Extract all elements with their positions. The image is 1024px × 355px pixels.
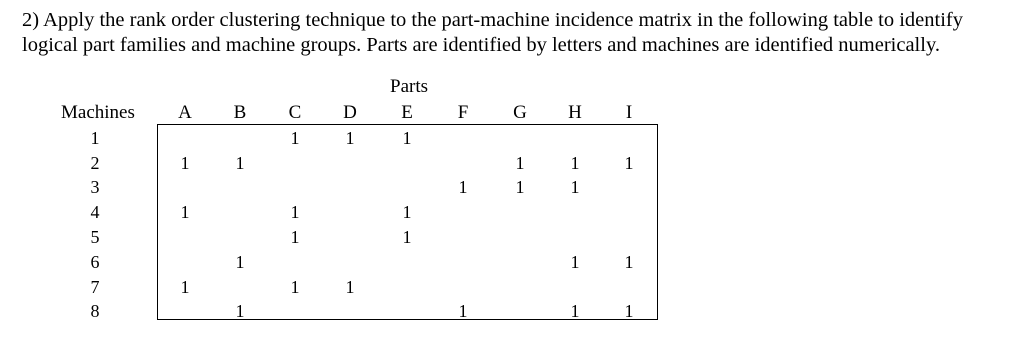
parts-caption: Parts xyxy=(390,76,428,97)
matrix-cell-m2-h: 1 xyxy=(570,153,580,173)
matrix-cell-m1-d: 1 xyxy=(345,128,355,148)
matrix-cell-m8-b: 1 xyxy=(235,301,245,321)
matrix-cell-m7-a: 1 xyxy=(180,277,190,297)
machine-label-3: 3 xyxy=(90,177,100,197)
machines-caption: Machines xyxy=(61,102,135,123)
matrix-cell-m5-c: 1 xyxy=(290,227,300,247)
question-text: 2) Apply the rank order clustering technique to the part-machine incidence matrix in the following table to identify logical part families and machine groups. Parts are identified by letters and machines are identified numerically. xyxy=(22,9,963,56)
part-header-d: D xyxy=(343,102,357,123)
part-header-g: G xyxy=(513,102,527,123)
matrix-cell-m8-h: 1 xyxy=(570,301,580,321)
matrix-cell-m4-a: 1 xyxy=(180,202,190,222)
part-header-e: E xyxy=(401,102,413,123)
machine-label-6: 6 xyxy=(90,252,100,272)
machine-label-4: 4 xyxy=(90,202,100,222)
machine-label-5: 5 xyxy=(90,227,100,247)
matrix-cell-m2-g: 1 xyxy=(515,153,525,173)
part-header-c: C xyxy=(288,102,302,123)
machine-label-7: 7 xyxy=(90,277,100,297)
part-header-h: H xyxy=(568,102,582,123)
matrix-cell-m7-d: 1 xyxy=(345,277,355,297)
matrix-cell-m4-e: 1 xyxy=(402,202,412,222)
matrix-cell-m6-i: 1 xyxy=(624,252,634,272)
machine-label-1: 1 xyxy=(90,128,100,148)
matrix-cell-m4-c: 1 xyxy=(290,202,300,222)
matrix-cell-m1-e: 1 xyxy=(402,128,412,148)
matrix-cell-m3-g: 1 xyxy=(515,177,525,197)
part-header-f: F xyxy=(457,102,469,123)
matrix-cell-m3-f: 1 xyxy=(458,177,468,197)
matrix-cell-m6-h: 1 xyxy=(570,252,580,272)
matrix-cell-m6-b: 1 xyxy=(235,252,245,272)
matrix-cell-m2-b: 1 xyxy=(235,153,245,173)
matrix-cell-m8-f: 1 xyxy=(458,301,468,321)
matrix-cell-m5-e: 1 xyxy=(402,227,412,247)
matrix-cell-m2-i: 1 xyxy=(624,153,634,173)
matrix-cell-m1-c: 1 xyxy=(290,128,300,148)
part-header-i: I xyxy=(625,102,633,123)
matrix-cell-m2-a: 1 xyxy=(180,153,190,173)
machine-label-2: 2 xyxy=(90,153,100,173)
matrix-cell-m8-i: 1 xyxy=(624,301,634,321)
matrix-cell-m7-c: 1 xyxy=(290,277,300,297)
machine-label-8: 8 xyxy=(90,301,100,321)
part-header-b: B xyxy=(233,102,247,123)
part-header-a: A xyxy=(178,102,192,123)
matrix-cell-m3-h: 1 xyxy=(570,177,580,197)
